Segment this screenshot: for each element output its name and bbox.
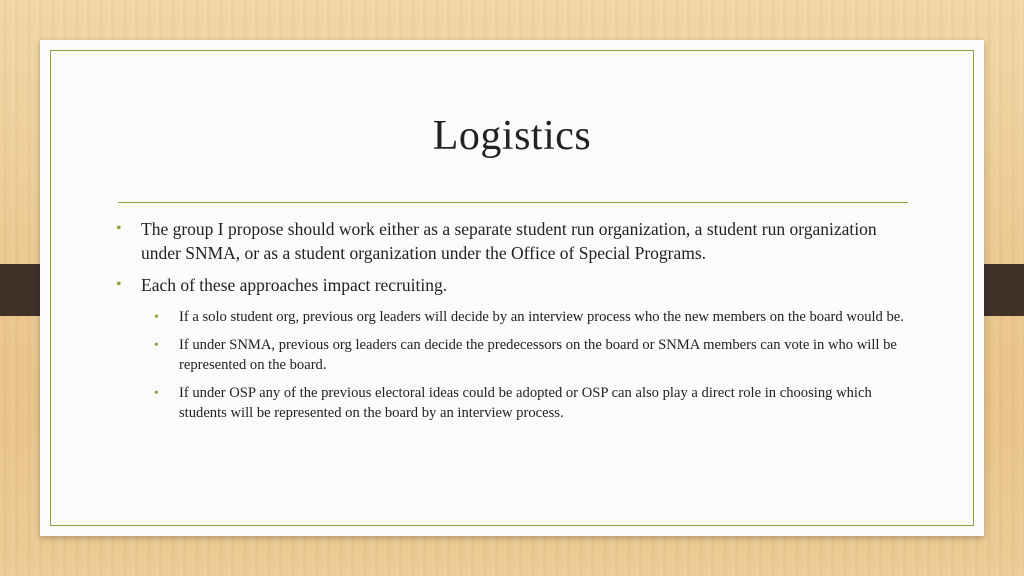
slide-content (116, 218, 916, 431)
bullet-item (116, 274, 916, 298)
bullet-marker: • (116, 220, 122, 237)
sub-bullet-text: If a solo student org, previous org leaders will decide by an interview process who the new members on the board would be. (179, 308, 904, 325)
sub-bullet-item (116, 307, 916, 327)
sub-bullet-marker: • (154, 385, 159, 401)
sub-bullet-marker: • (154, 309, 159, 325)
bullet-text: Each of these approaches impact recruiting. (141, 275, 448, 295)
bullet-marker: • (116, 276, 122, 293)
bullet-item (116, 218, 916, 265)
sub-bullet-text: If under SNMA, previous org leaders can decide the predecessors on the board or SNMA members can vote in who will be represented on the board. (179, 336, 897, 373)
sub-bullet-text: If under OSP any of the previous electoral ideas could be adopted or OSP can also play a direct role in choosing which students will be represented on the board by an interview process. (179, 384, 872, 421)
sub-bullet-item (116, 335, 916, 375)
bullet-text: The group I propose should work either as a separate student run organization, a student run organization under SNMA, or as a student organization under the Office of Special Programs. (141, 219, 877, 263)
slide-title: Logistics (432, 113, 592, 159)
slide-card (40, 40, 984, 536)
title-divider (118, 202, 908, 203)
sub-bullet-marker: • (154, 337, 159, 353)
sub-bullet-item (116, 383, 916, 423)
